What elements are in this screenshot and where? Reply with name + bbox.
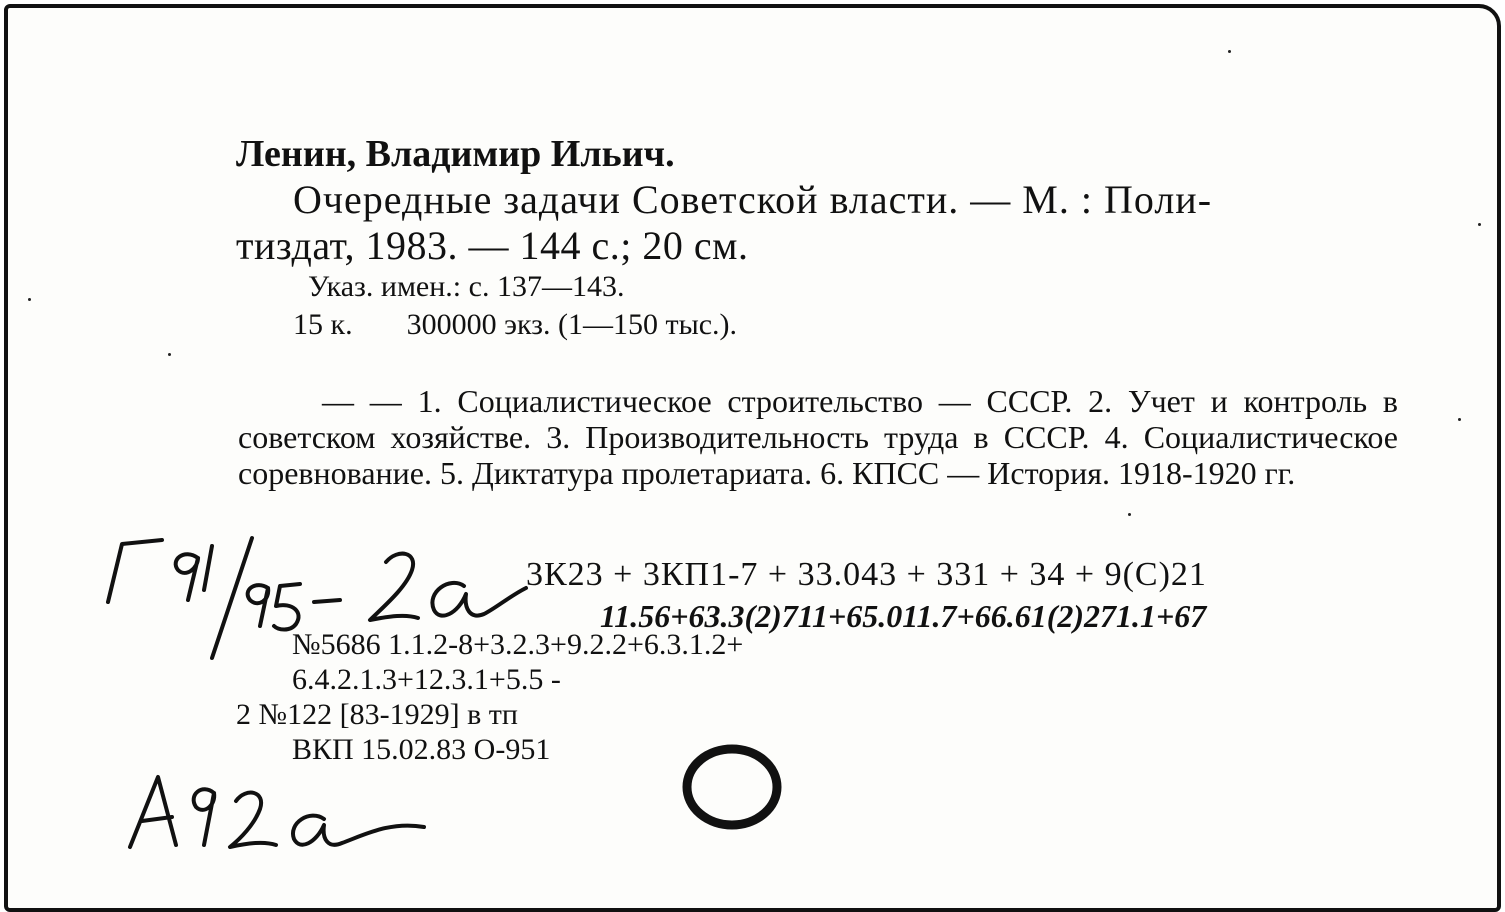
price: 15 к.	[293, 308, 353, 341]
classification-line-1: 3К23 + 3КП1-7 + 33.043 + 331 + 34 + 9(С)21	[526, 556, 1207, 593]
scan-speck	[1228, 50, 1231, 53]
scan-speck	[168, 353, 171, 356]
subject-headings-text: — — 1. Социалистическое строительство — СССР. 2. Учет и контроль в советском хозяйстве. 3. Производительность труда в СССР. 4. Социалистическое соревнование. 5. Диктатура пролетариата. 6. КПСС — История. 1918-1920 гг.	[238, 383, 1398, 491]
scan-speck	[1128, 513, 1131, 516]
subject-headings	[238, 383, 1398, 491]
catalog-card	[4, 4, 1501, 912]
handwritten-location-mark	[118, 763, 438, 863]
registry-line-2: 6.4.2.1.3+12.3.1+5.5 -	[292, 663, 561, 696]
scan-speck	[1478, 223, 1481, 226]
handwritten-shelf-mark	[100, 530, 530, 680]
scan-speck	[28, 298, 31, 301]
registry-line-1: №5686 1.1.2-8+3.2.3+9.2.2+6.3.1.2+	[292, 628, 744, 661]
price-line	[293, 308, 737, 342]
print-run: 300000 экз. (1—150 тыс.).	[406, 308, 738, 341]
classification-line-2: 11.56+63.3(2)711+65.011.7+66.61(2)271.1+67	[600, 598, 1207, 634]
title-line-1: Очередные задачи Советской власти. — М. : Поли-	[293, 177, 1213, 222]
title-line-2: тиздат, 1983. — 144 с.; 20 см.	[236, 223, 749, 268]
author-heading: Ленин, Владимир Ильич.	[236, 133, 675, 175]
index-note: Указ. имен.: с. 137—143.	[308, 270, 625, 303]
scan-speck	[1458, 418, 1461, 421]
registry-line-4: ВКП 15.02.83 О-951	[292, 733, 551, 766]
circle-stamp-icon	[680, 743, 790, 833]
registry-line-3: 2 №122 [83-1929] в тп	[236, 698, 518, 731]
